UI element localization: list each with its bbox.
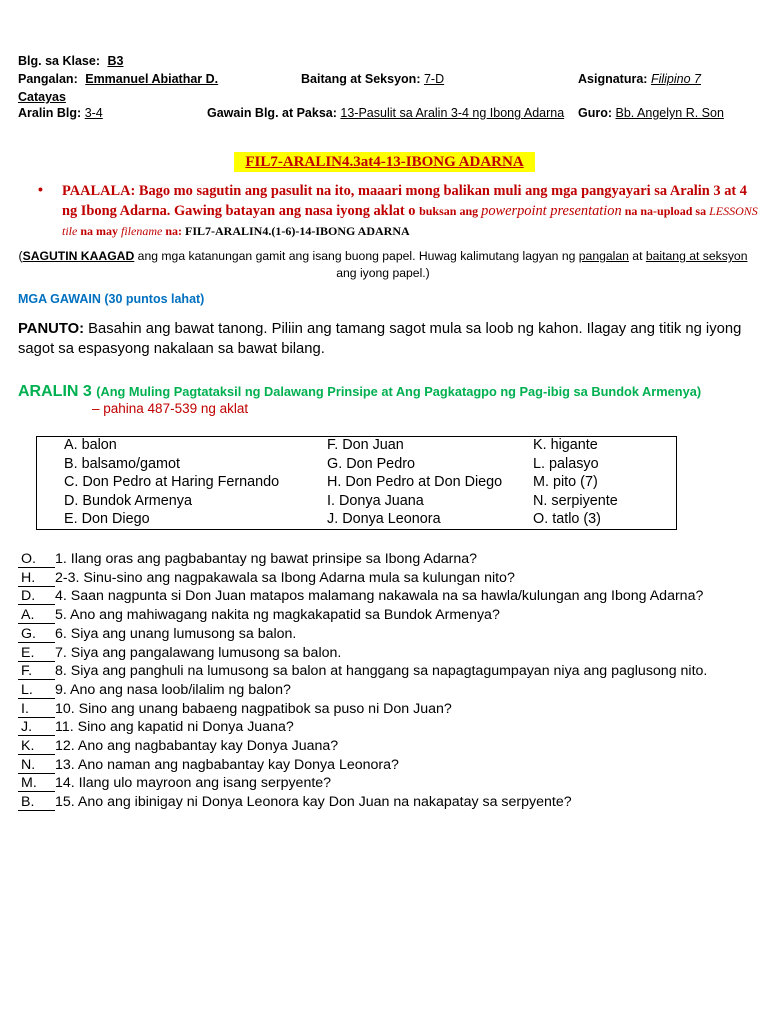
class-number-label: Blg. sa Klase: (18, 54, 100, 68)
question-text: 5. Ano ang mahiwagang nakita ng magkakapatid sa Bundok Armenya? (55, 607, 500, 624)
choice-h: H. Don Pedro at Don Diego (327, 474, 503, 491)
teacher-value: Bb. Angelyn R. Son (615, 106, 724, 120)
question-text: 10. Sino ang unang babaeng nagpatibok sa puso ni Don Juan? (55, 700, 452, 717)
question-text: 1. Ilang oras ang pagbabantay ng bawat prinsipe sa Ibong Adarna? (55, 551, 478, 567)
subject-label: Asignatura: (578, 72, 648, 86)
class-number-field (18, 54, 147, 68)
answer-blank[interactable]: K. (18, 738, 55, 755)
directions-text: Basahin ang bawat tanong. Piliin ang tamang sagot mula sa loob ng kahon. Ilagay ang titik ng iyong sagot sa espasyong nakalaan sa bawat bilang. (18, 321, 742, 357)
teacher-field (578, 106, 724, 120)
question-item (18, 587, 703, 606)
question-text: 7. Siya ang pangalawang lumusong sa balon. (55, 644, 342, 661)
question-text: 15. Ano ang ibinigay ni Donya Leonora kay Don Juan na nakapatay sa serpyente? (55, 794, 572, 811)
question-text: 6. Siya ang unang lumusong sa balon. (55, 625, 297, 642)
choice-k: K. higante (533, 437, 598, 453)
question-item (18, 625, 296, 644)
answer-blank[interactable]: F. (18, 663, 55, 680)
question-item (18, 606, 500, 625)
answer-blank[interactable]: A. (18, 607, 55, 624)
lesson-number-field (18, 106, 103, 120)
name-field (18, 72, 218, 86)
lesson-number-label: Aralin Blg: (18, 106, 82, 120)
lesson-label: ARALIN 3 (18, 383, 92, 400)
question-item (18, 718, 294, 737)
bullet-icon: • (38, 181, 43, 197)
answer-blank[interactable]: L. (18, 682, 55, 699)
choices-box (36, 436, 677, 530)
question-text: 9. Ano ang nasa loob/ilalim ng balon? (55, 681, 291, 698)
answer-blank[interactable]: E. (18, 645, 55, 662)
activity-field (207, 106, 564, 120)
choice-e: E. Don Diego (64, 511, 150, 528)
choice-j: J. Donya Leonora (327, 511, 441, 528)
answer-blank[interactable]: H. (18, 570, 55, 587)
instruction-note: (SAGUTIN KAAGAD ang mga katanungan gamit ang isang buong papel. Huwag kalimutang lagyan ng pangalan at baitang at seksyon ang iyong papel.) (18, 249, 748, 280)
name-label: Pangalan: (18, 72, 78, 86)
choice-a: A. balon (64, 437, 117, 453)
activities-heading: MGA GAWAIN (30 puntos lahat) (18, 292, 205, 306)
lesson-pages: – pahina 487-539 ng aklat (92, 401, 249, 416)
question-item (18, 756, 399, 775)
question-item (18, 793, 572, 812)
question-item (18, 774, 331, 793)
subject-value: Filipino 7 (650, 72, 701, 86)
name-value: Emmanuel Abiathar D. (85, 72, 219, 86)
question-text: 12. Ano ang nagbabantay kay Donya Juana? (55, 738, 339, 754)
answer-blank[interactable]: G. (18, 626, 55, 643)
choice-n: N. serpiyente (533, 492, 618, 509)
grade-section-field (301, 72, 458, 86)
question-item (18, 550, 477, 569)
question-text: 4. Saan nagpunta si Don Juan matapos malamang nakawala na sa hawla/kulungan ang Ibong Adarna? (55, 588, 704, 605)
choice-m: M. pito (7) (533, 474, 598, 491)
answer-blank[interactable]: O. (18, 551, 55, 568)
page-title: FIL7-ARALIN4.3at4-13-IBONG ADARNA (234, 152, 535, 172)
question-item (18, 700, 452, 719)
teacher-label: Guro: (578, 106, 613, 120)
grade-section-value: 7-D (423, 72, 445, 86)
question-text: 8. Siya ang panghuli na lumusong sa balon at hanggang sa napagtagumpayan niya ang paglusong nito. (55, 663, 708, 680)
directions-label: PANUTO: (18, 321, 85, 337)
choice-b: B. balsamo/gamot (64, 455, 180, 472)
question-text: 2-3. Sinu-sino ang nagpakawala sa Ibong Adarna mula sa kulungan nito? (55, 569, 515, 586)
lesson-subtitle: (Ang Muling Pagtataksil ng Dalawang Prinsipe at Ang Pagkatagpo ng Pag-ibig sa Bundok Armenya) (96, 384, 702, 399)
subject-field (578, 72, 701, 86)
answer-blank[interactable]: J. (18, 719, 55, 736)
question-item (18, 644, 341, 663)
question-item (18, 681, 291, 700)
lesson-heading (18, 383, 701, 401)
question-text: 13. Ano naman ang nagbabantay kay Donya Leonora? (55, 756, 399, 773)
choice-c: C. Don Pedro at Haring Fernando (64, 474, 280, 491)
choice-g: G. Don Pedro (327, 455, 415, 472)
activity-value: 13-Pasulit sa Aralin 3-4 ng Ibong Adarna (340, 106, 565, 120)
question-item (18, 569, 515, 588)
choice-f: F. Don Juan (327, 437, 404, 453)
answer-blank[interactable]: D. (18, 588, 55, 605)
lesson-number-value: 3-4 (84, 106, 103, 120)
choice-i: I. Donya Juana (327, 492, 424, 509)
choice-l: L. palasyo (533, 455, 599, 472)
directions (18, 319, 758, 359)
question-item (18, 662, 707, 681)
answer-blank[interactable]: B. (18, 794, 55, 811)
question-item (18, 737, 338, 756)
answer-blank[interactable]: I. (18, 701, 55, 718)
activity-label: Gawain Blg. at Paksa: (207, 106, 337, 120)
question-text: 11. Sino ang kapatid ni Donya Juana? (55, 719, 294, 736)
class-number-value: B3 (107, 54, 124, 68)
reminder-note: PAALALA: Bago mo sagutin ang pasulit na ito, maaari mong balikan muli ang mga pangyayari sa Aralin 3 at 4 ng Ibong Adarna. Gawing batayan ang nasa iyong aklat o buksan ang powerpoint presentation na na-upload sa LESSONS tile na may filename na: FIL7-ARALIN4.(1-6)-14-IBONG ADARNA (62, 183, 758, 238)
name-value-continued: Catayas (18, 90, 66, 104)
choice-d: D. Bundok Armenya (64, 492, 192, 509)
grade-section-label: Baitang at Seksyon: (301, 72, 421, 86)
question-text: 14. Ilang ulo mayroon ang isang serpyente? (55, 775, 332, 792)
answer-blank[interactable]: N. (18, 757, 55, 774)
choice-o: O. tatlo (3) (533, 511, 601, 528)
answer-blank[interactable]: M. (18, 775, 55, 792)
